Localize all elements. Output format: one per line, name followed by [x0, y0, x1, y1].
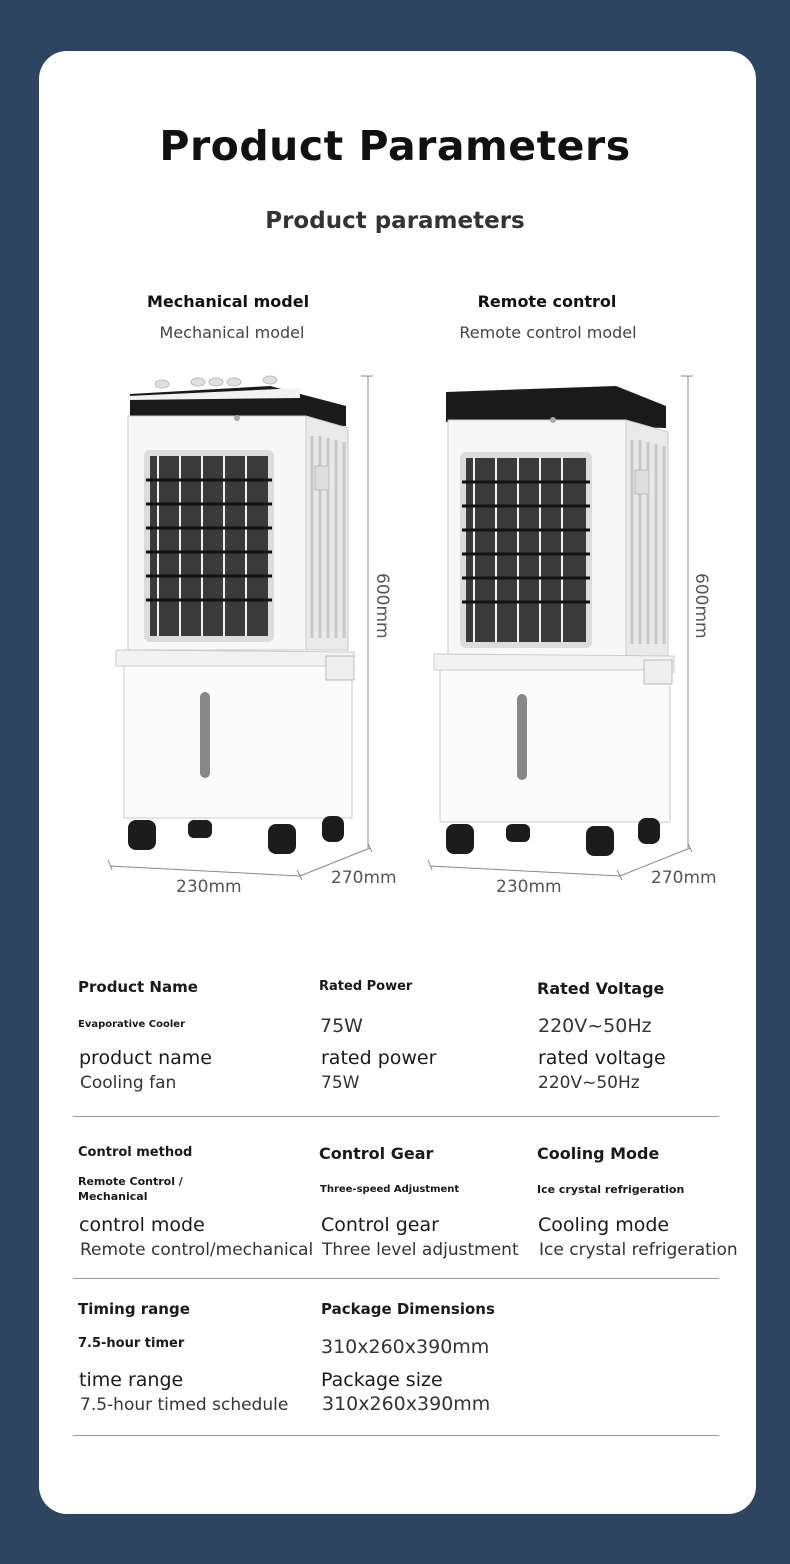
- spec-value: Remote Control / Mechanical: [78, 1175, 183, 1203]
- height-label-remote: 600mm: [691, 573, 711, 639]
- divider: [73, 1116, 719, 1117]
- model-subtitle-remote: Remote control model: [459, 323, 637, 342]
- spec-label: Timing range: [78, 1300, 190, 1318]
- depth-label-mechanical: 270mm: [331, 868, 397, 888]
- spec-value-secondary: Ice crystal refrigeration: [539, 1240, 738, 1260]
- spec-value-secondary: 310x260x390mm: [322, 1393, 491, 1415]
- spec-value: Evaporative Cooler: [78, 1019, 186, 1030]
- width-label-mechanical: 230mm: [176, 877, 242, 897]
- spec-value-secondary: 220V~50Hz: [538, 1073, 640, 1093]
- spec-value-secondary: Three level adjustment: [322, 1240, 519, 1260]
- spec-value: 75W: [320, 1015, 363, 1037]
- page-title: Product Parameters: [159, 122, 631, 170]
- spec-label: Control Gear: [319, 1144, 434, 1163]
- spec-value-secondary: 7.5-hour timed schedule: [80, 1395, 289, 1415]
- spec-label-secondary: rated voltage: [538, 1047, 666, 1069]
- spec-label-secondary: rated power: [321, 1047, 437, 1069]
- spec-value: Three-speed Adjustment: [320, 1184, 460, 1195]
- width-label-remote: 230mm: [496, 877, 562, 897]
- spec-value: 310x260x390mm: [321, 1336, 490, 1358]
- model-title-remote: Remote control: [477, 292, 617, 311]
- spec-label: Cooling Mode: [537, 1144, 660, 1163]
- divider: [73, 1278, 719, 1279]
- depth-label-remote: 270mm: [651, 868, 717, 888]
- spec-label: Product Name: [78, 978, 198, 996]
- spec-value-secondary: Remote control/mechanical: [80, 1240, 314, 1260]
- spec-label-secondary: Cooling mode: [538, 1214, 670, 1236]
- model-title-mechanical: Mechanical model: [146, 292, 310, 311]
- spec-label-secondary: control mode: [79, 1214, 205, 1236]
- page-subtitle: Product parameters: [265, 208, 525, 234]
- spec-label: Rated Power: [319, 979, 413, 994]
- spec-value: Ice crystal refrigeration: [537, 1183, 685, 1196]
- spec-label: Package Dimensions: [321, 1300, 495, 1318]
- divider: [73, 1435, 719, 1436]
- spec-label: Control method: [78, 1145, 193, 1160]
- spec-value: 220V~50Hz: [538, 1015, 652, 1037]
- spec-value: 7.5-hour timer: [78, 1336, 185, 1351]
- spec-value-secondary: 75W: [321, 1073, 360, 1093]
- spec-value-secondary: Cooling fan: [80, 1073, 177, 1093]
- spec-label-secondary: Control gear: [321, 1214, 439, 1236]
- spec-label: Rated Voltage: [537, 979, 665, 998]
- model-subtitle-mechanical: Mechanical model: [159, 323, 305, 342]
- height-label-mechanical: 600mm: [372, 573, 392, 639]
- cooler-image-remote: [420, 370, 710, 880]
- spec-label-secondary: Package size: [321, 1369, 443, 1391]
- spec-label-secondary: time range: [79, 1369, 184, 1391]
- spec-label-secondary: product name: [79, 1047, 212, 1069]
- cooler-image-mechanical: [100, 370, 390, 880]
